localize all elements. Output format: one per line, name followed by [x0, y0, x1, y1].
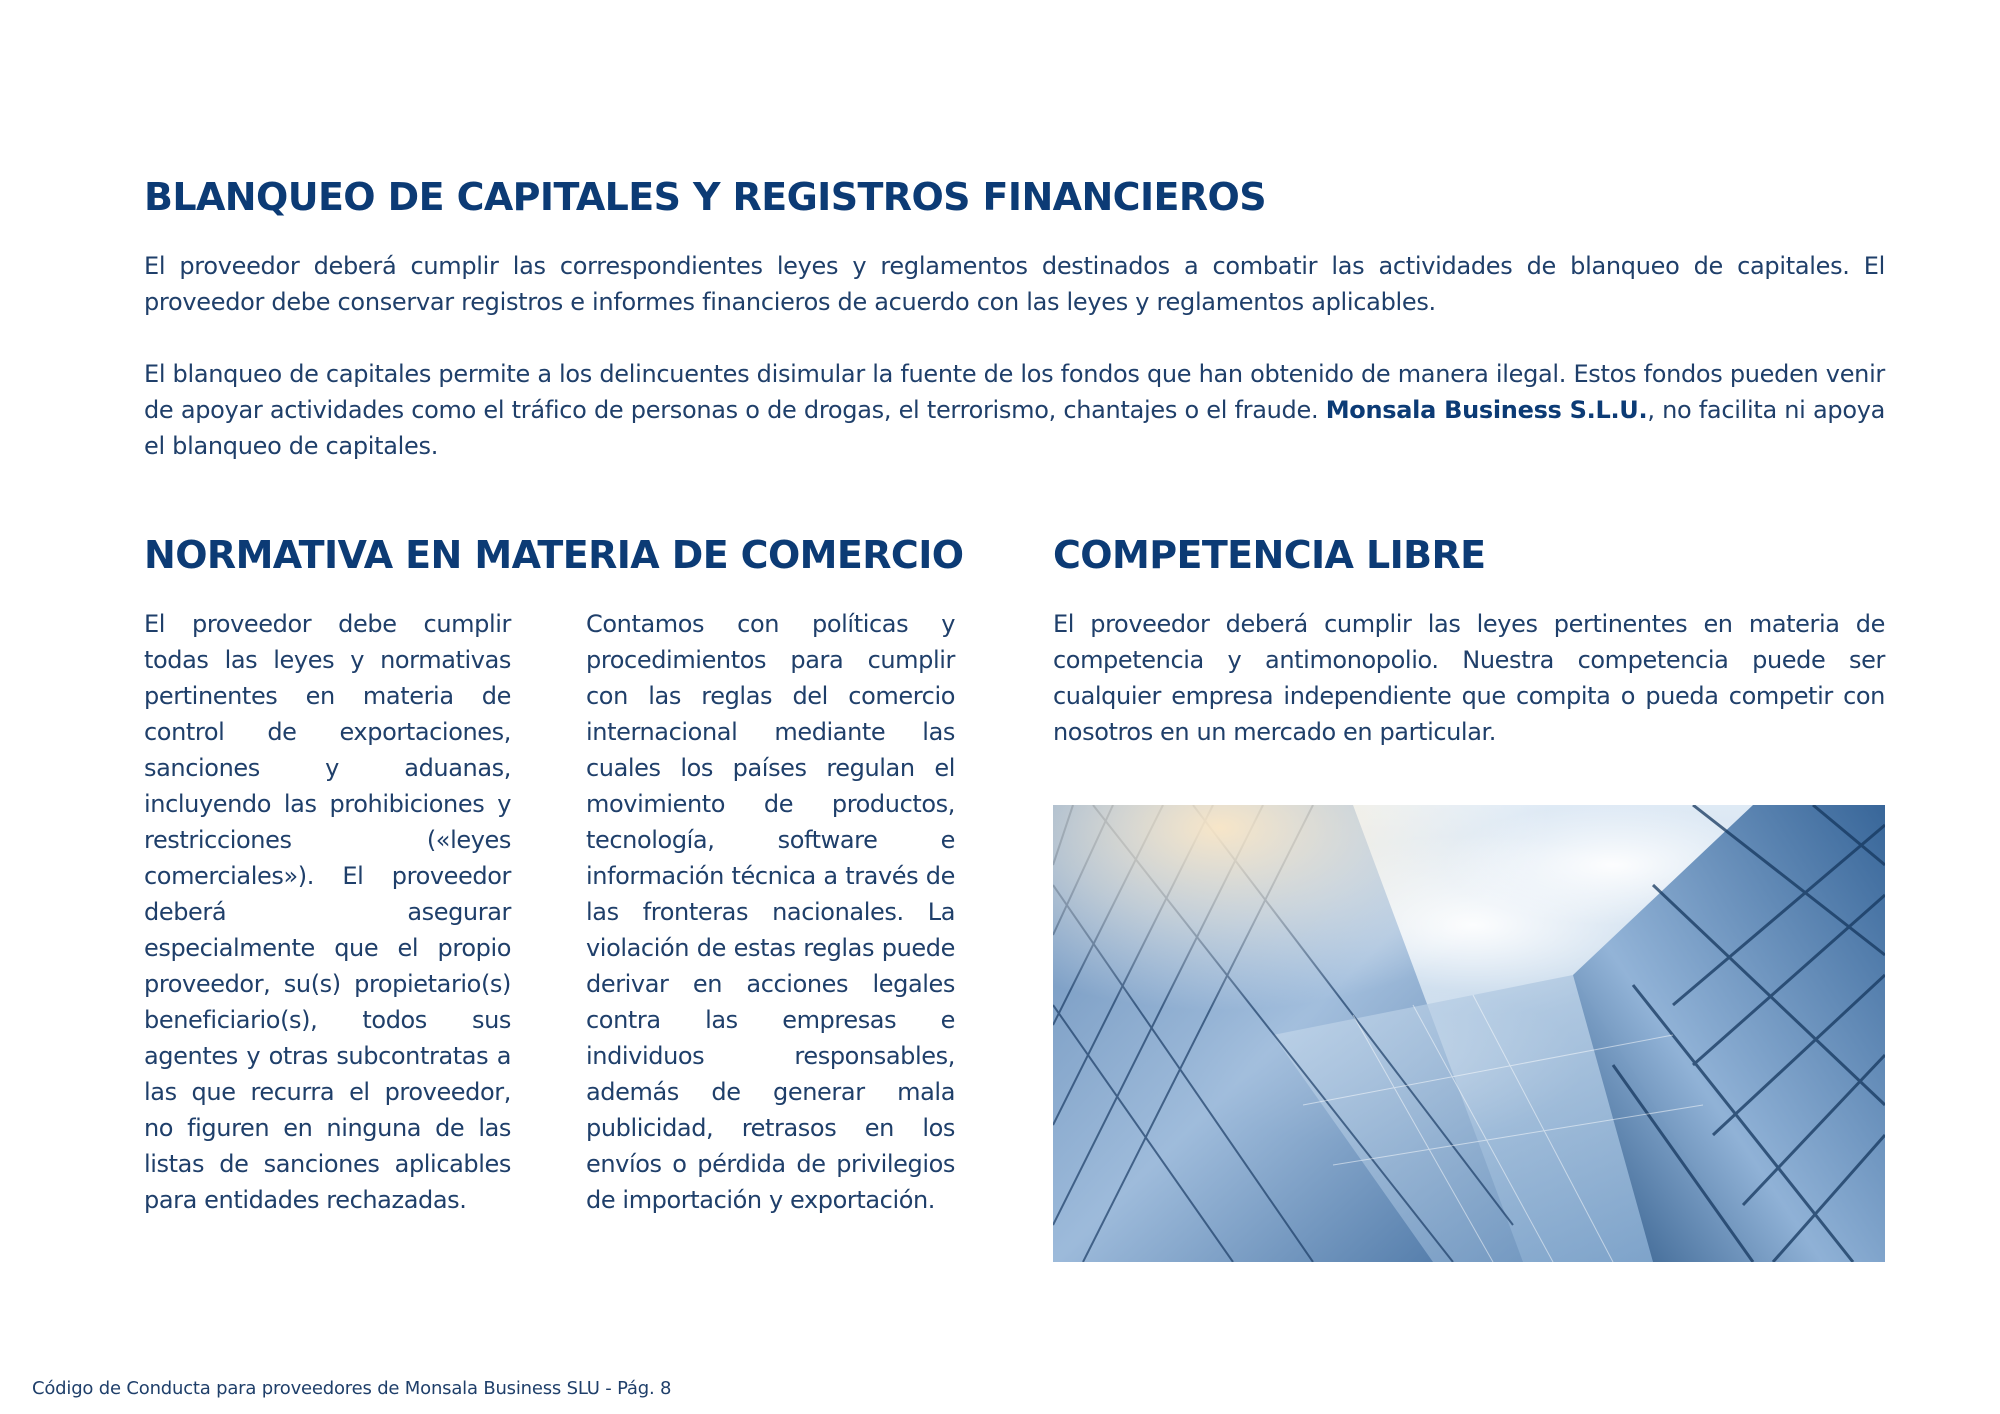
blanqueo-paragraph-2-end: , no facilita ni apoya el blanqueo de capitales.	[144, 396, 1886, 460]
page-footer: Código de Conducta para proveedores de Monsala Business SLU - Pág. 8	[32, 1378, 672, 1399]
comercio-column-1: El proveedor debe cumplir todas las leyes y normativas pertinentes en materia de control de exportaciones, sanciones y aduanas, incluyendo las prohibiciones y restricciones («leyes comerciales»). El proveedor deberá asegurar especialmente que el propio proveedor, su(s) propietario(s) beneficiario(s), todos sus agentes y otras subcontratas a las que recurra el proveedor, no figuren en ninguna de las listas de sanciones aplicables para entidades rechazadas.	[144, 610, 511, 1214]
section-title-competencia: COMPETENCIA LIBRE	[1053, 533, 1486, 577]
competencia-paragraph: El proveedor deberá cumplir las leyes pertinentes en materia de competencia y antimonopolio. Nuestra competencia puede ser cualquier empresa independiente que compita o pueda competir con nosotros en un mercado en particular.	[1053, 610, 1885, 746]
blanqueo-paragraph-1: El proveedor deberá cumplir las correspondientes leyes y reglamentos destinados a combatir las actividades de blanqueo de capitales. El proveedor debe conservar registros e informes financieros de acuerdo con las leyes y reglamentos aplicables.	[144, 252, 1885, 316]
company-name: Monsala Business S.L.U.	[1325, 396, 1648, 424]
glass-buildings-image	[1053, 805, 1885, 1262]
comercio-column-2: Contamos con políticas y procedimientos para cumplir con las reglas del comercio internacional mediante las cuales los países regulan el movimiento de productos, tecnología, software e información técnica a través de las fronteras nacionales. La violación de estas reglas puede derivar en acciones legales contra las empresas e individuos responsables, además de generar mala publicidad, retrasos en los envíos o pérdida de privilegios de importación y exportación.	[586, 610, 955, 1214]
section-title-blanqueo: BLANQUEO DE CAPITALES Y REGISTROS FINANCIEROS	[144, 175, 1266, 219]
blanqueo-paragraph-2	[144, 356, 1885, 464]
blanqueo-paragraph-2-text: El blanqueo de capitales permite a los delincuentes disimular la fuente de los fondos que han obtenido de manera ilegal. Estos fondos pueden venir de apoyar actividades como el tráfico de personas o de drogas, el terrorismo, chantajes o el fraude.	[144, 360, 1886, 424]
section-title-comercio: NORMATIVA EN MATERIA DE COMERCIO	[144, 533, 964, 577]
